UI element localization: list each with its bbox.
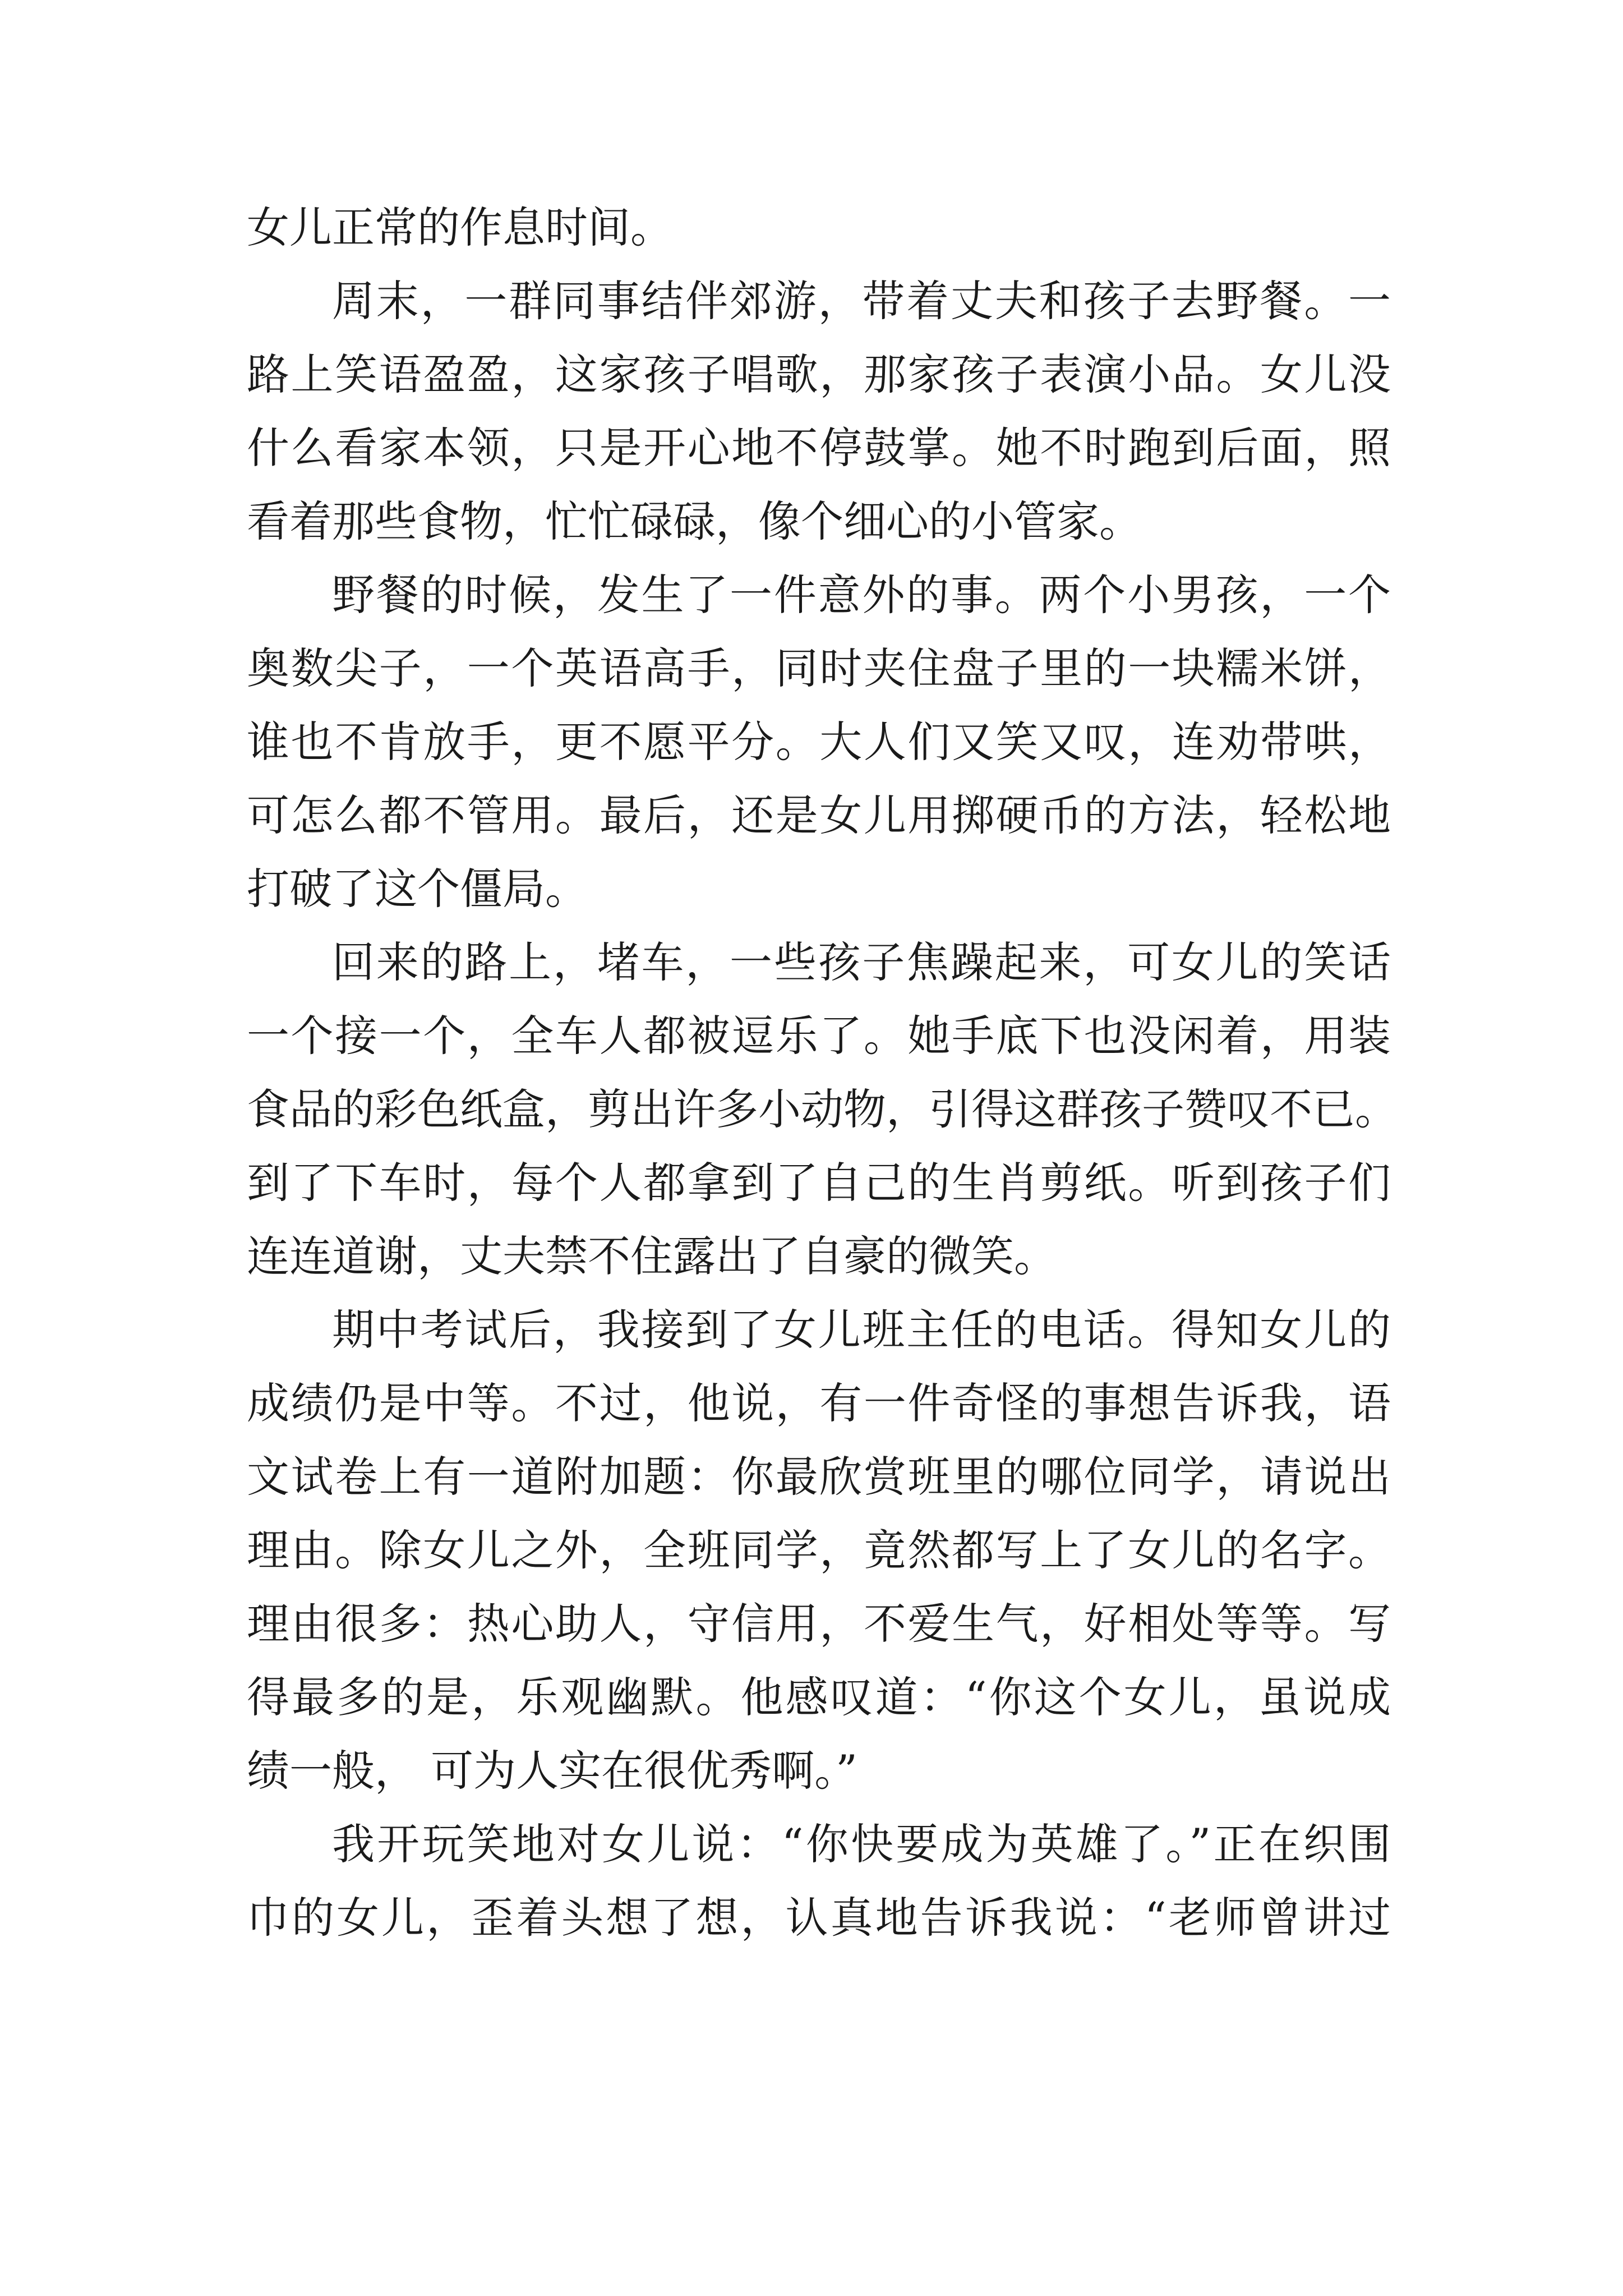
text-line: 连连道谢，丈夫禁不住露出了自豪的微笑。 bbox=[247, 1231, 1057, 1281]
text-line: 回来的路上，堵车，一些孩子焦躁起来，可女儿的笑话 bbox=[332, 937, 1391, 987]
text-line: 巾的女儿，歪着头想了想，认真地告诉我说：“老师曾讲过 bbox=[247, 1893, 1391, 1943]
text-line: 奥数尖子，一个英语高手，同时夹住盘子里的一块糯米饼， bbox=[247, 643, 1391, 693]
text-line: 谁也不肯放手，更不愿平分。大人们又笑又叹，连劝带哄， bbox=[247, 717, 1391, 767]
paragraph bbox=[247, 1293, 1391, 1807]
text-line: 野餐的时候，发生了一件意外的事。两个小男孩，一个 bbox=[332, 570, 1391, 620]
text-line: 得最多的是，乐观幽默。他感叹道：“你这个女儿，虽说成 bbox=[247, 1672, 1391, 1722]
text-line: 文试卷上有一道附加题：你最欣赏班里的哪位同学，请说出 bbox=[247, 1452, 1391, 1502]
text-line: 周末，一群同事结伴郊游，带着丈夫和孩子去野餐。一 bbox=[332, 276, 1391, 326]
paragraph bbox=[247, 926, 1398, 1293]
text-line: 我开玩笑地对女儿说：“你快要成为英雄了。”正在织围 bbox=[332, 1819, 1391, 1869]
text-line: 一个接一个，全车人都被逗乐了。她手底下也没闲着，用装 bbox=[247, 1011, 1391, 1061]
text-line: 路上笑语盈盈，这家孩子唱歌，那家孩子表演小品。女儿没 bbox=[247, 349, 1391, 399]
paragraph bbox=[247, 558, 1391, 926]
text-line: 到了下车时，每个人都拿到了自己的生肖剪纸。听到孩子们 bbox=[247, 1158, 1391, 1208]
text-line: 看着那些食物，忙忙碌碌，像个细心的小管家。 bbox=[247, 496, 1142, 546]
paragraph bbox=[247, 191, 1391, 264]
paragraph bbox=[247, 1807, 1391, 1954]
paragraph bbox=[247, 264, 1391, 558]
text-line: 绩一般， 可为人实在很优秀啊。” bbox=[247, 1746, 858, 1796]
text-line: 食品的彩色纸盒，剪出许多小动物，引得这群孩子赞叹不已。 bbox=[247, 1084, 1398, 1134]
text-line: 期中考试后，我接到了女儿班主任的电话。得知女儿的 bbox=[332, 1305, 1391, 1355]
text-line: 什么看家本领，只是开心地不停鼓掌。她不时跑到后面，照 bbox=[247, 423, 1391, 473]
text-line: 理由很多：热心助人，守信用，不爱生气，好相处等等。写 bbox=[247, 1599, 1391, 1649]
text-line: 打破了这个僵局。 bbox=[247, 864, 588, 914]
text-line: 女儿正常的作息时间。 bbox=[247, 203, 673, 252]
text-line: 理由。除女儿之外，全班同学，竟然都写上了女儿的名字。 bbox=[247, 1525, 1391, 1575]
document-page bbox=[247, 191, 1398, 1954]
text-line: 成绩仍是中等。不过，他说，有一件奇怪的事想告诉我，语 bbox=[247, 1378, 1391, 1428]
text-line: 可怎么都不管用。最后，还是女儿用掷硬币的方法，轻松地 bbox=[247, 790, 1391, 840]
